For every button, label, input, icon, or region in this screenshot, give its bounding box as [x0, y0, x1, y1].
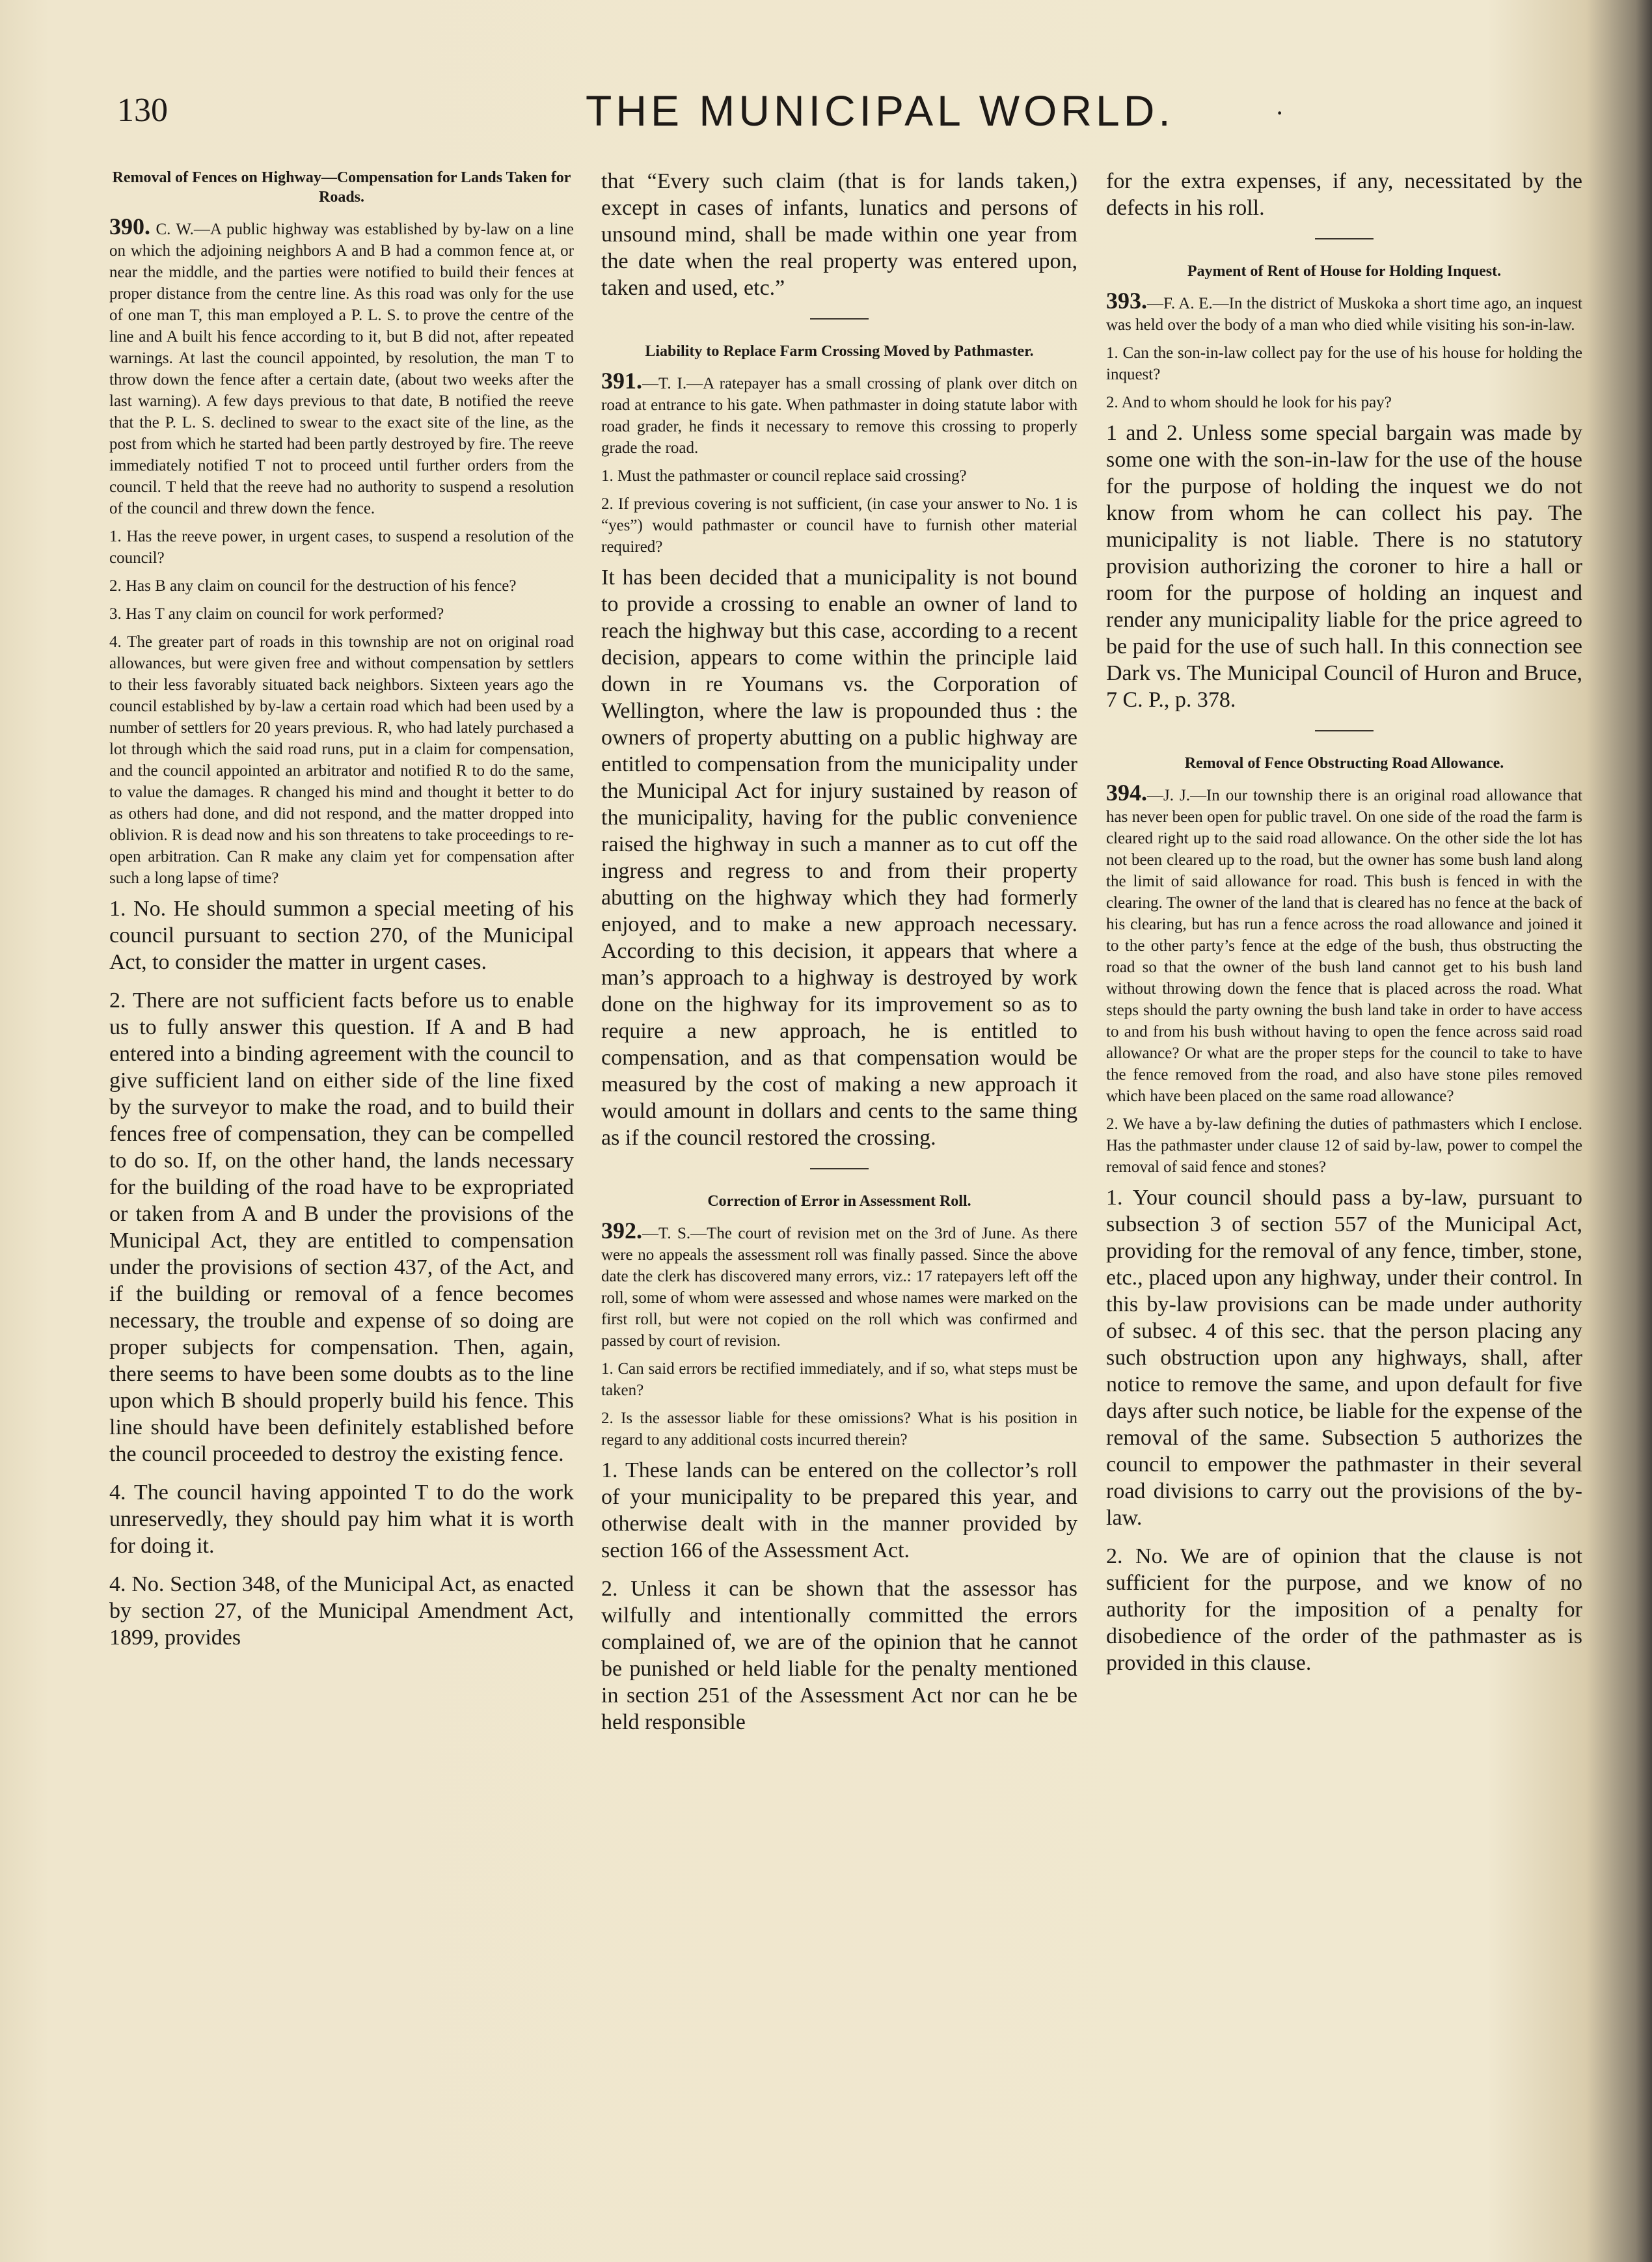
sub-question-1: 1. Can said errors be rectified immediately, and if so, what steps must be taken? — [601, 1360, 1077, 1399]
question-text: C. W.—A public highway was established by by-law on a line on which the adjoining neighbors A and B had a common fence at, or near the middle, and the parties were notified to build their fences at proper distance from the centre line. As this road was only for the use of one man T, this man employed a P. L. S. to prove the centre of the line and A built his fence according to it, but B did not, after repeated warnings. At last the council appointed, by resolution, the man T to throw down the fence after a certain date, (about two weeks after the last warning). A few days previous to that date, B notified the reeve that the P. L. S. declined to swear to the exact site of the line, as the post from which he started had been partly destroyed by fire. The reeve immediately notified T not to proceed until further orders from the council. T held that the reeve had no authority to suspend a resolution of the council and threw down the fence. — [109, 221, 574, 517]
sub-question-3: 3. Has T any claim on council for work performed? — [109, 605, 444, 623]
column-3 — [1106, 168, 1582, 1688]
question-394 — [1106, 782, 1582, 1107]
sub-question-2: 2. We have a by-law defining the duties of pathmasters which I enclose. Has the pathmaster under clause 12 of said by-law, power to compel the removal of said fence and stones? — [1106, 1115, 1582, 1176]
sub-question-2: 2. Is the assessor liable for these omissions? What is his position in regard to any additional costs incurred therein? — [601, 1410, 1077, 1449]
section-heading: Removal of Fences on Highway—Compensation for Lands Taken for Roads. — [112, 169, 571, 206]
question-text: —T. I.—A ratepayer has a small crossing of plank over ditch on road at entrance to his gate. When pathmaster in doing statute labor with road grader, he finds it necessary to remove this crossing to properly grade the road. — [601, 375, 1077, 457]
continued-text: for the extra expenses, if any, necessitated by the defects in his roll. — [1106, 169, 1582, 220]
question-391 — [601, 370, 1077, 459]
answer-2: 2. No. We are of opinion that the clause is not sufficient for the purpose, and we know of no authority for the imposition of a penalty for disobedience of the order of the pathmaster as is provided in this clause. — [1106, 1544, 1582, 1675]
answer-1: 1. Your council should pass a by-law, pursuant to subsection 3 of section 557 of the Municipal Act, providing for the removal of any fence, timber, stone, etc., placed upon any highway, under their control. In this by-law provisions can be made under authority of subsec. 4 of this sec. that the person placing any such obstruction upon any highways, shall, after notice to remove the same, and upon default for five days after such notice, be liable for the expense of the removal of the same. Subsection 5 authorizes the council to empower the pathmaster in their several road divisions to carry out the provisions of the by-law. — [1106, 1186, 1582, 1530]
section-divider — [1315, 730, 1374, 731]
column-2 — [601, 168, 1077, 1747]
answer-1: 1. These lands can be entered on the collector’s roll of your municipality to be prepared this year, and otherwise dealt with in the manner provided by section 166 of the Assessment Act. — [601, 1458, 1077, 1562]
sub-question-1: 1. Must the pathmaster or council replace said crossing? — [601, 467, 967, 485]
question-text: —F. A. E.—In the district of Muskoka a short time ago, an inquest was held over the body of a man who died while visiting his son-in-law. — [1106, 295, 1582, 334]
answer-1: 1. No. He should summon a special meeting of his council pursuant to section 270, of the Municipal Act, to consider the matter in urgent cases. — [109, 897, 574, 974]
section-heading: Correction of Error in Assessment Roll. — [707, 1193, 971, 1210]
question-number: 394. — [1106, 780, 1147, 806]
continued-text: that “Every such claim (that is for lands taken,) except in cases of infants, lunatics and persons of unsound mind, shall be made within one year from the date when the real property was entered upon, taken and used, etc.” — [601, 169, 1077, 300]
answer-4: 4. No. Section 348, of the Municipal Act, as enacted by section 27, of the Municipal Amendment Act, 1899, provides — [109, 1572, 574, 1650]
section-divider — [1315, 238, 1374, 239]
masthead-dot: · — [1275, 98, 1284, 128]
page-number: 130 — [117, 92, 168, 129]
answer-2: 2. There are not sufficient facts before us to enable us to fully answer this question. If A and B had entered into a binding agreement with the council to give sufficient land on either side of the line fixed by the surveyor to make the road, and to build their fences free of compensation, they can be compelled to do so. If, on the other hand, the lands necessary for the building of the road have to be expropriated or taken from A and B under the provisions of the Municipal Act, they are entitled to compensation under the provisions of section 437, of the Act, and if the building or removal of a fence becomes necessary, the trouble and expense of so doing are proper subjects for compensation. Then, again, there seems to have been some doubts as to the line upon which B should properly build his fence. This line should have been definitely established before the council proceeded to destroy the existing fence. — [109, 988, 574, 1466]
section-divider — [810, 1168, 869, 1169]
sub-question-1: 1. Has the reeve power, in urgent cases, to suspend a resolution of the council? — [109, 528, 574, 567]
sub-question-4: 4. The greater part of roads in this township are not on original road allowances, but were given free and without compensation by settlers to their less favorably situated back neighbors. Sixteen years ago the council established by by-law a certain road which had been used by a number of settlers for 20 years previous. R, who had lately purchased a lot through which the said road runs, put in a claim for compensation, and the council appointed an arbitrator and notified R to do the same, to value the damages. R changed his mind and thought it better to do as others had done, and did not respond, and the matter dropped into oblivion. R is dead now and his son threatens to take proceedings to re-open arbitration. Can R make any claim yet for compensation after such a long lapse of time? — [109, 633, 574, 887]
question-number: 390. — [109, 213, 150, 239]
question-392 — [601, 1220, 1077, 1352]
question-number: 392. — [601, 1218, 642, 1244]
section-heading: Liability to Replace Farm Crossing Moved by Pathmaster. — [645, 343, 1034, 360]
column-1 — [109, 168, 574, 1663]
section-divider — [810, 318, 869, 320]
section-heading: Payment of Rent of House for Holding Inquest. — [1187, 263, 1502, 280]
masthead-title: THE MUNICIPAL WORLD. — [586, 87, 1174, 135]
answer: It has been decided that a municipality is not bound to provide a crossing to enable an owner of land to reach the highway but this case, according to a recent decision, appears to come within the principle laid down in re Youmans vs. the Corporation of Wellington, where the law is propounded thus : the owners of property abutting on a public highway are entitled to compensation from the municipality under the Municipal Act for injury sustained by reason of the municipality, having for the public convenience raised the highway in such a manner as to cut off the ingress and regress to and from their property abutting on the highway which they had formerly enjoyed, and to make a new approach necessary. According to this decision, it appears that where a man’s approach to a highway is destroyed by work done on the highway for its improvement so as to require a new approach, he is entitled to compensation, and as that compensation would be measured by the cost of making a new approach it would amount in dollars and cents to the same thing as if the council restored the crossing. — [601, 566, 1077, 1150]
question-text: —J. J.—In our township there is an original road allowance that has never been open for public travel. On one side of the road the farm is cleared right up to the said road allowance. On the other side the lot has not been cleared up to the road, but the owner has some bush land along the limit of said allowance for road. This bush is fenced in with the clearing. The owner of the land that is cleared has no fence at the back of his clearing, but has run a fence across the road allowance and joined it to the other party’s fence at the edge of the bush, thus obstructing the road so that the owner of the bush land cannot get to his bush land without throwing down the fence that is placed across the road. What steps should the party owning the bush land take in order to have access to and from his bush without having to open the fence across said road allowance? Or what are the proper steps for the council to take to have the fence removed from the road, and also have stone piles removed which have been placed on the same road allowance? — [1106, 787, 1582, 1105]
answer-2: 2. Unless it can be shown that the assessor has wilfully and intentionally committed the errors complained of, we are of the opinion that he cannot be punished or held liable for the penalty mentioned in section 251 of the Assessment Act nor can he be held responsible — [601, 1577, 1077, 1734]
sub-question-2: 2. Has B any claim on council for the destruction of his fence? — [109, 577, 517, 595]
sub-question-2: 2. If previous covering is not sufficient, (in case your answer to No. 1 is “yes”) would pathmaster or council have to furnish other material required? — [601, 495, 1077, 556]
question-text: —T. S.—The court of revision met on the 3rd of June. As there were no appeals the assessment roll was finally passed. Since the above date the clerk has discovered many errors, viz.: 17 ratepayers left off the roll, some of whom were assessed and whose names were marked on the first roll, but were not copied on the roll which was confirmed and passed by court of revision. — [601, 1225, 1077, 1350]
answer-3: 4. The council having appointed T to do the work unreservedly, they should pay him what it is worth for doing it. — [109, 1480, 574, 1558]
question-number: 393. — [1106, 288, 1147, 314]
section-heading: Removal of Fence Obstructing Road Allowance. — [1184, 755, 1504, 772]
question-number: 391. — [601, 368, 642, 394]
question-393 — [1106, 290, 1582, 336]
sub-question-1: 1. Can the son-in-law collect pay for the use of his house for holding the inquest? — [1106, 344, 1582, 383]
answer: 1 and 2. Unless some special bargain was made by some one with the son-in-law for the use of the house for the purpose of holding the inquest we do not know from whom he can collect his pay. The municipality is not liable. There is no statutory provision authorizing the coroner to hire a hall or room for the purpose of holding an inquest and render any municipality liable for the price agreed to be paid for the use of such hall. In this connection see Dark vs. The Municipal Council of Huron and Bruce, 7 C. P., p. 378. — [1106, 421, 1582, 712]
question-390 — [109, 213, 574, 519]
sub-question-2: 2. And to whom should he look for his pay? — [1106, 394, 1392, 411]
